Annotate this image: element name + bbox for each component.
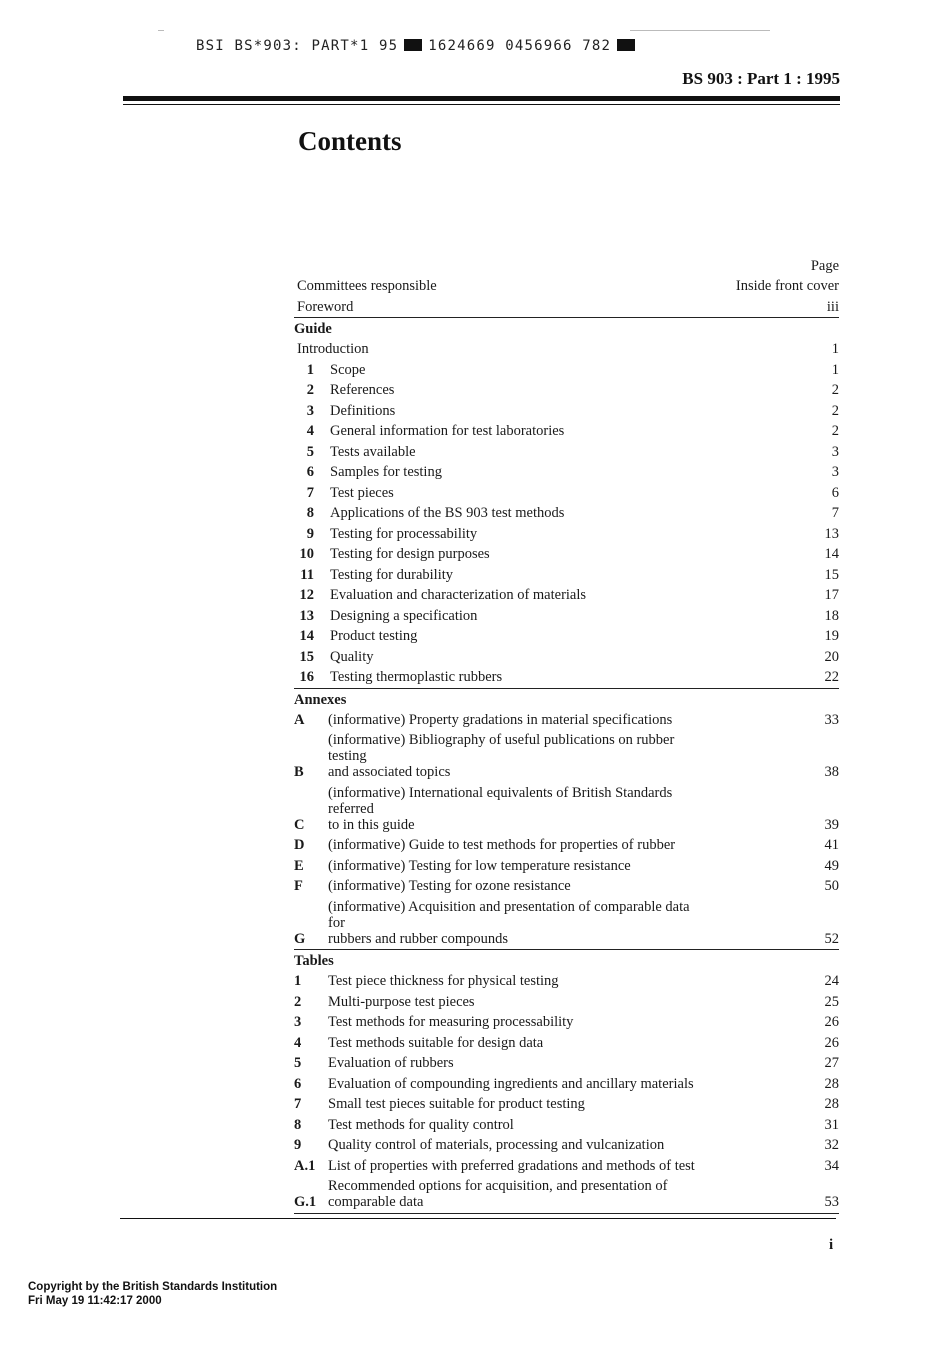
toc-entry[interactable] [294,544,839,565]
page-title: Contents [298,126,402,156]
scan-speck [158,30,164,31]
toc-entry-page: 41 [824,837,839,853]
toc-entry-number: 5 [306,443,314,460]
toc-entry-text: Testing thermoplastic rubbers [330,669,503,685]
toc-entry-text: Evaluation of compounding ingredients and ancillary materials [328,1075,694,1092]
toc-entry-page: 49 [824,857,839,874]
toc-entry-number: F [294,878,303,894]
toc-entry[interactable] [294,1094,839,1115]
toc-entry-text: Test methods suitable for design data [328,1034,544,1051]
toc-entry-number: 5 [294,1055,302,1071]
toc-entry-number: 4 [294,1034,302,1051]
toc-entry-text: Test pieces [330,484,394,501]
toc-entry-page: 25 [824,993,839,1010]
toc-entry-page: 1 [831,341,839,357]
toc-entry-number: 7 [306,484,314,501]
toc-entry[interactable] [294,626,839,647]
header-rule-thin [123,104,840,105]
toc-entry-number: 13 [299,607,314,624]
scan-header-part2: 1624669 0456966 782 [428,38,612,54]
toc-entry-text: Committees responsible [297,278,437,294]
toc-entry[interactable] [294,442,839,463]
scan-block-mark [617,39,635,51]
toc-entry[interactable] [294,565,839,586]
toc-entry[interactable] [294,462,839,483]
annex-list [294,710,839,950]
toc-entry[interactable] [294,876,839,897]
toc-entry-number: B [294,764,304,780]
toc-entry-page: 1 [831,361,839,378]
toc-entry-number: 6 [294,1075,302,1092]
toc-entry-text: Testing for design purposes [330,546,490,562]
toc-entry-number: 8 [294,1116,302,1133]
toc-entry[interactable] [294,1156,839,1177]
toc-entry-page: 33 [824,711,839,728]
toc-entry-page: 19 [824,628,839,644]
toc-entry-number: C [294,816,305,833]
toc-entry-page: 14 [824,546,839,562]
toc-entry-number: 12 [299,587,314,603]
toc-entry[interactable] [294,1176,839,1213]
toc-entry[interactable] [294,360,839,381]
toc-entry-page: 27 [824,1055,839,1071]
page-column-heading: Page [810,258,839,274]
toc-entry[interactable] [294,1012,839,1033]
toc-entry-page: 26 [824,1014,839,1030]
toc-entry-text: Multi-purpose test pieces [328,993,475,1010]
scan-header-part1: BSI BS*903: PART*1 95 [196,38,399,54]
toc-entry[interactable] [294,710,839,731]
toc-entry-number: 6 [306,464,314,480]
toc-entry-page: 53 [824,1194,839,1210]
toc-entry-page: 7 [831,505,839,521]
front-matter-list [294,276,839,317]
toc-entry-text: Definitions [330,402,396,419]
table-list [294,971,839,1213]
toc-entry-page: Inside front cover [735,278,839,294]
toc-entry-number: 8 [306,505,314,521]
toc-entry-page: iii [826,298,839,315]
toc-entry-number: 7 [294,1096,302,1112]
toc-entry-number: 9 [306,525,314,542]
toc-entry-text: Evaluation and characterization of materials [330,587,587,603]
toc-entry[interactable] [294,783,839,836]
copyright-timestamp: Fri May 19 11:42:17 2000 [28,1295,162,1307]
toc-entry-page: 13 [824,525,839,542]
toc-entry[interactable] [294,606,839,627]
toc-entry-page: 52 [824,930,839,947]
toc-entry-page: 39 [824,816,839,833]
toc-entry-number: 16 [299,669,314,685]
toc-entry[interactable] [294,524,839,545]
toc-entry-introduction[interactable] [294,339,839,360]
toc-entry-text: List of properties with preferred gradations and methods of test [328,1157,695,1174]
toc-entry-text: References [330,382,395,398]
toc-entry[interactable] [294,667,839,688]
toc-entry-text: (informative) Property gradations in material specifications [328,711,673,728]
section-heading-annexes: Annexes [294,688,839,710]
toc-entry-page: 26 [824,1034,839,1051]
toc-entry-number: 2 [306,382,314,398]
toc-entry-number: 4 [306,423,314,439]
toc-entry-text: Testing for durability [330,566,454,583]
toc-entry-page: 38 [824,764,839,780]
toc-entry[interactable] [294,730,839,783]
scan-header [196,38,641,54]
toc-entry-number: 11 [300,566,314,583]
toc-entry-text: Quality [330,648,374,665]
toc-entry-text: Evaluation of rubbers [328,1055,454,1071]
toc-entry-page: 2 [831,402,839,419]
toc-entry-number: 10 [299,546,314,562]
toc-entry[interactable] [294,1135,839,1156]
toc-entry-page: 2 [831,382,839,398]
toc-entry[interactable] [294,856,839,877]
toc-end-rule [294,1213,839,1214]
toc-entry-page: 15 [824,566,839,583]
toc-entry-page: 2 [831,423,839,439]
toc-entry-number: 3 [294,1014,302,1030]
toc-entry[interactable] [294,297,839,318]
toc-entry-page: 32 [824,1137,839,1153]
toc-entry-number: A [294,711,305,728]
standard-reference: BS 903 : Part 1 : 1995 [682,69,840,88]
toc-entry[interactable] [294,276,839,297]
header-rule-thick [123,96,840,101]
toc-entry-text: Test methods for quality control [328,1116,514,1133]
toc-entry-text: (informative) Guide to test methods for properties of rubber [328,837,676,853]
toc-entry-page: 28 [824,1096,839,1112]
footer-rule [120,1218,836,1219]
toc-entry-text: Samples for testing [330,464,442,480]
toc-entry-text: Test piece thickness for physical testing [328,973,559,989]
toc-entry[interactable] [294,1053,839,1074]
toc-entry-text: Quality control of materials, processing and vulcanization [328,1137,665,1153]
scan-speck [630,30,770,31]
toc-entry-text: Test methods for measuring processability [328,1014,574,1030]
toc-entry-page: 22 [824,669,839,685]
toc-entry[interactable] [294,483,839,504]
toc-entry[interactable] [294,971,839,992]
toc-entry-text: Testing for processability [330,525,478,542]
toc-entry[interactable] [294,585,839,606]
toc-entry-text: Foreword [297,298,354,315]
toc-entry[interactable] [294,380,839,401]
toc-entry-page: 20 [824,648,839,665]
toc-entry[interactable] [294,992,839,1013]
toc-entry-text: (informative) Acquisition and presentation of comparable data for rubbers and rubber compounds [328,898,690,947]
section-heading-guide: Guide [294,317,839,339]
copyright-line: Copyright by the British Standards Institution [28,1281,278,1293]
toc-entry[interactable] [294,401,839,422]
toc-entry-number: E [294,857,304,874]
scan-block-mark [404,39,422,51]
toc-entry[interactable] [294,897,839,950]
toc-entry-page: 28 [824,1075,839,1092]
toc-entry-number: 3 [306,402,314,419]
toc-entry-text: General information for test laboratories [330,423,565,439]
toc-entry[interactable] [294,503,839,524]
toc-entry-number: 15 [299,648,314,665]
toc-entry-page: 3 [831,464,839,480]
guide-list [294,360,839,688]
toc-entry[interactable] [294,1074,839,1095]
section-heading-tables: Tables [294,949,839,971]
toc-entry-number: G.1 [294,1194,317,1210]
table-of-contents [294,256,839,1214]
toc-entry-number: G [294,930,306,947]
toc-entry-number: 2 [294,993,302,1010]
toc-entry-page: 50 [824,878,839,894]
toc-entry-number: 14 [299,628,314,644]
toc-entry-text: Applications of the BS 903 test methods [330,505,565,521]
toc-entry-text: Small test pieces suitable for product testing [328,1096,585,1112]
toc-entry[interactable] [294,647,839,668]
toc-entry-text: (informative) Testing for low temperature resistance [328,857,631,874]
toc-entry-text: Tests available [330,443,416,460]
toc-entry-number: A.1 [294,1157,316,1174]
page-number: i [829,1237,834,1253]
toc-entry[interactable] [294,835,839,856]
toc-entry-number: D [294,837,305,853]
toc-entry-text: (informative) Bibliography of useful publications on rubber testing and associated topics [328,732,675,780]
toc-entry-text: Recommended options for acquisition, and presentation of comparable data [328,1178,668,1210]
toc-entry-text: (informative) Testing for ozone resistance [328,878,571,894]
toc-entry[interactable] [294,1033,839,1054]
toc-entry-page: 6 [831,484,839,501]
toc-entry[interactable] [294,1115,839,1136]
toc-entry[interactable] [294,421,839,442]
toc-entry-number: 1 [294,973,302,989]
toc-entry-number: 1 [306,361,314,378]
toc-entry-number: 9 [294,1137,302,1153]
toc-entry-text: Scope [330,361,366,378]
toc-entry-text: Introduction [297,341,369,357]
toc-entry-page: 34 [824,1157,839,1174]
toc-entry-text: Product testing [330,628,418,644]
toc-entry-page: 3 [831,443,839,460]
toc-entry-page: 31 [824,1116,839,1133]
toc-entry-text: Designing a specification [330,607,478,624]
toc-entry-page: 24 [824,973,839,989]
toc-entry-page: 18 [824,607,839,624]
copyright-notice [28,1280,277,1308]
toc-entry-page: 17 [824,587,839,603]
toc-entry-text: (informative) International equivalents of British Standards referred to in this guide [328,784,673,833]
